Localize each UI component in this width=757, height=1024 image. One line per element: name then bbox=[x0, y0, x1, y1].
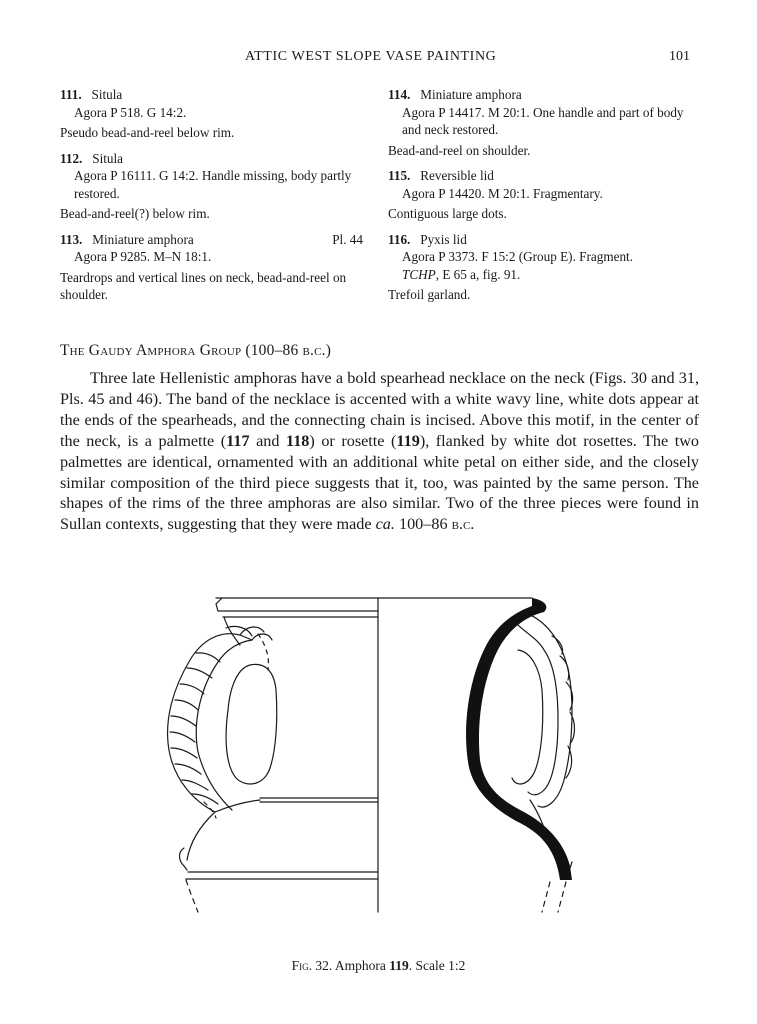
rim-lip bbox=[216, 598, 378, 611]
catalog-entry-113 bbox=[60, 231, 365, 304]
entry-description: Pseudo bead-and-reel below rim. bbox=[60, 125, 235, 140]
paragraph-text: and bbox=[249, 431, 286, 450]
foot-dashed-outer bbox=[558, 882, 566, 912]
rope-twist-top bbox=[252, 634, 272, 640]
entry-description: Bead-and-reel on shoulder. bbox=[388, 142, 531, 158]
entry-number: 114. bbox=[388, 87, 411, 102]
page-number: 101 bbox=[669, 49, 690, 64]
section-title: The Gaudy Amphora Group bbox=[60, 342, 242, 359]
handle-attach bbox=[240, 635, 252, 640]
paragraph-text: 100–86 bbox=[394, 515, 452, 534]
caption-text: 32. Amphora bbox=[312, 958, 390, 973]
entry-heading bbox=[388, 231, 698, 249]
entry-number: 111. bbox=[60, 87, 82, 102]
entry-name: Pyxis lid bbox=[420, 231, 467, 247]
lower-body-dashed bbox=[186, 880, 198, 912]
paragraph-text: Three late Hellenistic amphoras have a bold spearhead necklace on the neck (Figs. 30 and 31, Pls. 45 and 46). The band of the necklace is accented with a white wavy line, white dots appear at the ends of the spearheads, and the connecting chain is incised. Above this motif, in the center of the neck, is a palmette ( bbox=[60, 369, 699, 450]
body-handle-root bbox=[180, 848, 188, 870]
entry-heading bbox=[388, 86, 698, 104]
right-handle-window bbox=[512, 650, 543, 784]
rope-twist bbox=[180, 684, 204, 694]
entry-description: Contiguous large dots. bbox=[388, 206, 507, 221]
entry-name: Reversible lid bbox=[420, 168, 494, 183]
entry-reference: Agora P 9285. M–N 18:1. bbox=[74, 249, 212, 264]
right-handle-outer bbox=[522, 612, 572, 807]
entry-description: Trefoil garland. bbox=[388, 287, 471, 302]
paragraph-text: ), flanked by white dot rosettes. The two palmettes are identical, ornamented with an additional white petal on either side, and the closely similar composition of the third piece suggests that it, too, was painted by the same person. The shapes of the rims of the three amphoras are also similar. Two of the three pieces were found in Sullan contexts, suggesting that they were made bbox=[60, 431, 700, 534]
entry-description: Teardrops and vertical lines on neck, bead-and-reel on shoulder. bbox=[60, 269, 347, 302]
catalog-entry-116 bbox=[388, 231, 698, 304]
handle-dashed bbox=[204, 802, 216, 818]
handle-window bbox=[226, 664, 277, 784]
publication-abbreviation: TCHP bbox=[402, 266, 436, 282]
body-upper-profile bbox=[187, 812, 215, 860]
section-heading bbox=[60, 342, 331, 360]
entry-reference: Agora P 14420. M 20:1. Fragmentary. bbox=[402, 185, 603, 201]
entry-number: 113. bbox=[60, 231, 83, 247]
entry-description: Bead-and-reel(?) below rim. bbox=[60, 206, 210, 221]
figure-caption bbox=[0, 958, 757, 974]
rope-twist bbox=[171, 716, 196, 726]
rope-twist bbox=[196, 653, 220, 662]
neck-profile bbox=[224, 617, 240, 645]
entry-heading bbox=[60, 86, 365, 104]
rope-twist bbox=[187, 668, 212, 678]
entry-name: Situla bbox=[91, 87, 123, 102]
circa-abbreviation: ca. bbox=[375, 515, 395, 534]
entry-name: Miniature amphora bbox=[420, 87, 522, 102]
entry-number: 116. bbox=[388, 231, 411, 247]
body-paragraph bbox=[60, 368, 699, 535]
section-era: b.c. bbox=[302, 342, 326, 359]
rope-twist bbox=[175, 700, 198, 710]
rope-scallop bbox=[552, 636, 563, 654]
entry-heading bbox=[388, 167, 698, 185]
entry-number: 112. bbox=[60, 150, 83, 166]
running-title: ATTIC WEST SLOPE VASE PAINTING bbox=[245, 49, 497, 64]
entry-reference: Agora P 14417. M 20:1. One handle and part of body and neck restored. bbox=[402, 104, 684, 137]
entry-reference: Agora P 16111. G 14:2. Handle missing, body partly restored. bbox=[74, 168, 352, 201]
entry-name: Situla bbox=[92, 150, 124, 166]
section-dates: (100–86 bbox=[245, 342, 303, 359]
entry-heading bbox=[60, 231, 365, 249]
caption-scale: . Scale 1:2 bbox=[408, 958, 466, 973]
entry-heading bbox=[60, 150, 365, 168]
rope-twist bbox=[170, 732, 195, 742]
right-handle-inner-line bbox=[512, 618, 558, 795]
rope-scallop bbox=[566, 746, 572, 778]
catalog-number-ref: 118 bbox=[286, 431, 310, 450]
rope-twist bbox=[175, 764, 201, 774]
entry-name: Miniature amphora bbox=[92, 231, 194, 247]
catalog-number-ref: 119 bbox=[396, 431, 420, 450]
plate-reference: Pl. 44 bbox=[332, 231, 363, 247]
catalog-right-column bbox=[388, 86, 698, 312]
entry-reference-main: Agora P 3373. F 15:2 (Group E). Fragment. bbox=[402, 249, 633, 264]
publication-reference: , E 65 a, fig. 91. bbox=[435, 266, 521, 282]
handle-inner-edge bbox=[196, 640, 252, 810]
entry-reference: Agora P 518. G 14:2. bbox=[74, 104, 187, 120]
amphora-profile-svg bbox=[140, 590, 580, 920]
entry-reference bbox=[388, 248, 698, 283]
paragraph-text: ) or rosette ( bbox=[309, 431, 397, 450]
catalog-entry-115 bbox=[388, 167, 698, 223]
catalog-number-ref: 117 bbox=[226, 431, 250, 450]
rope-scallop bbox=[560, 656, 569, 680]
catalog-left-column bbox=[60, 86, 365, 312]
shoulder-curve bbox=[215, 800, 260, 812]
rope-twist bbox=[171, 748, 197, 758]
catalog-entry-114 bbox=[388, 86, 698, 159]
catalog-entry-112 bbox=[60, 150, 365, 223]
running-head bbox=[0, 49, 757, 69]
foot-dashed-inner bbox=[542, 882, 550, 912]
caption-number: 119 bbox=[389, 958, 409, 973]
amphora-drawing bbox=[140, 590, 580, 920]
caption-label: Fig. bbox=[291, 958, 312, 973]
handle-outer-edge bbox=[168, 634, 240, 812]
era-abbreviation: b.c. bbox=[451, 515, 475, 534]
section-close: ) bbox=[325, 342, 332, 359]
catalog-entry-111 bbox=[60, 86, 365, 142]
entry-number: 115. bbox=[388, 168, 411, 183]
